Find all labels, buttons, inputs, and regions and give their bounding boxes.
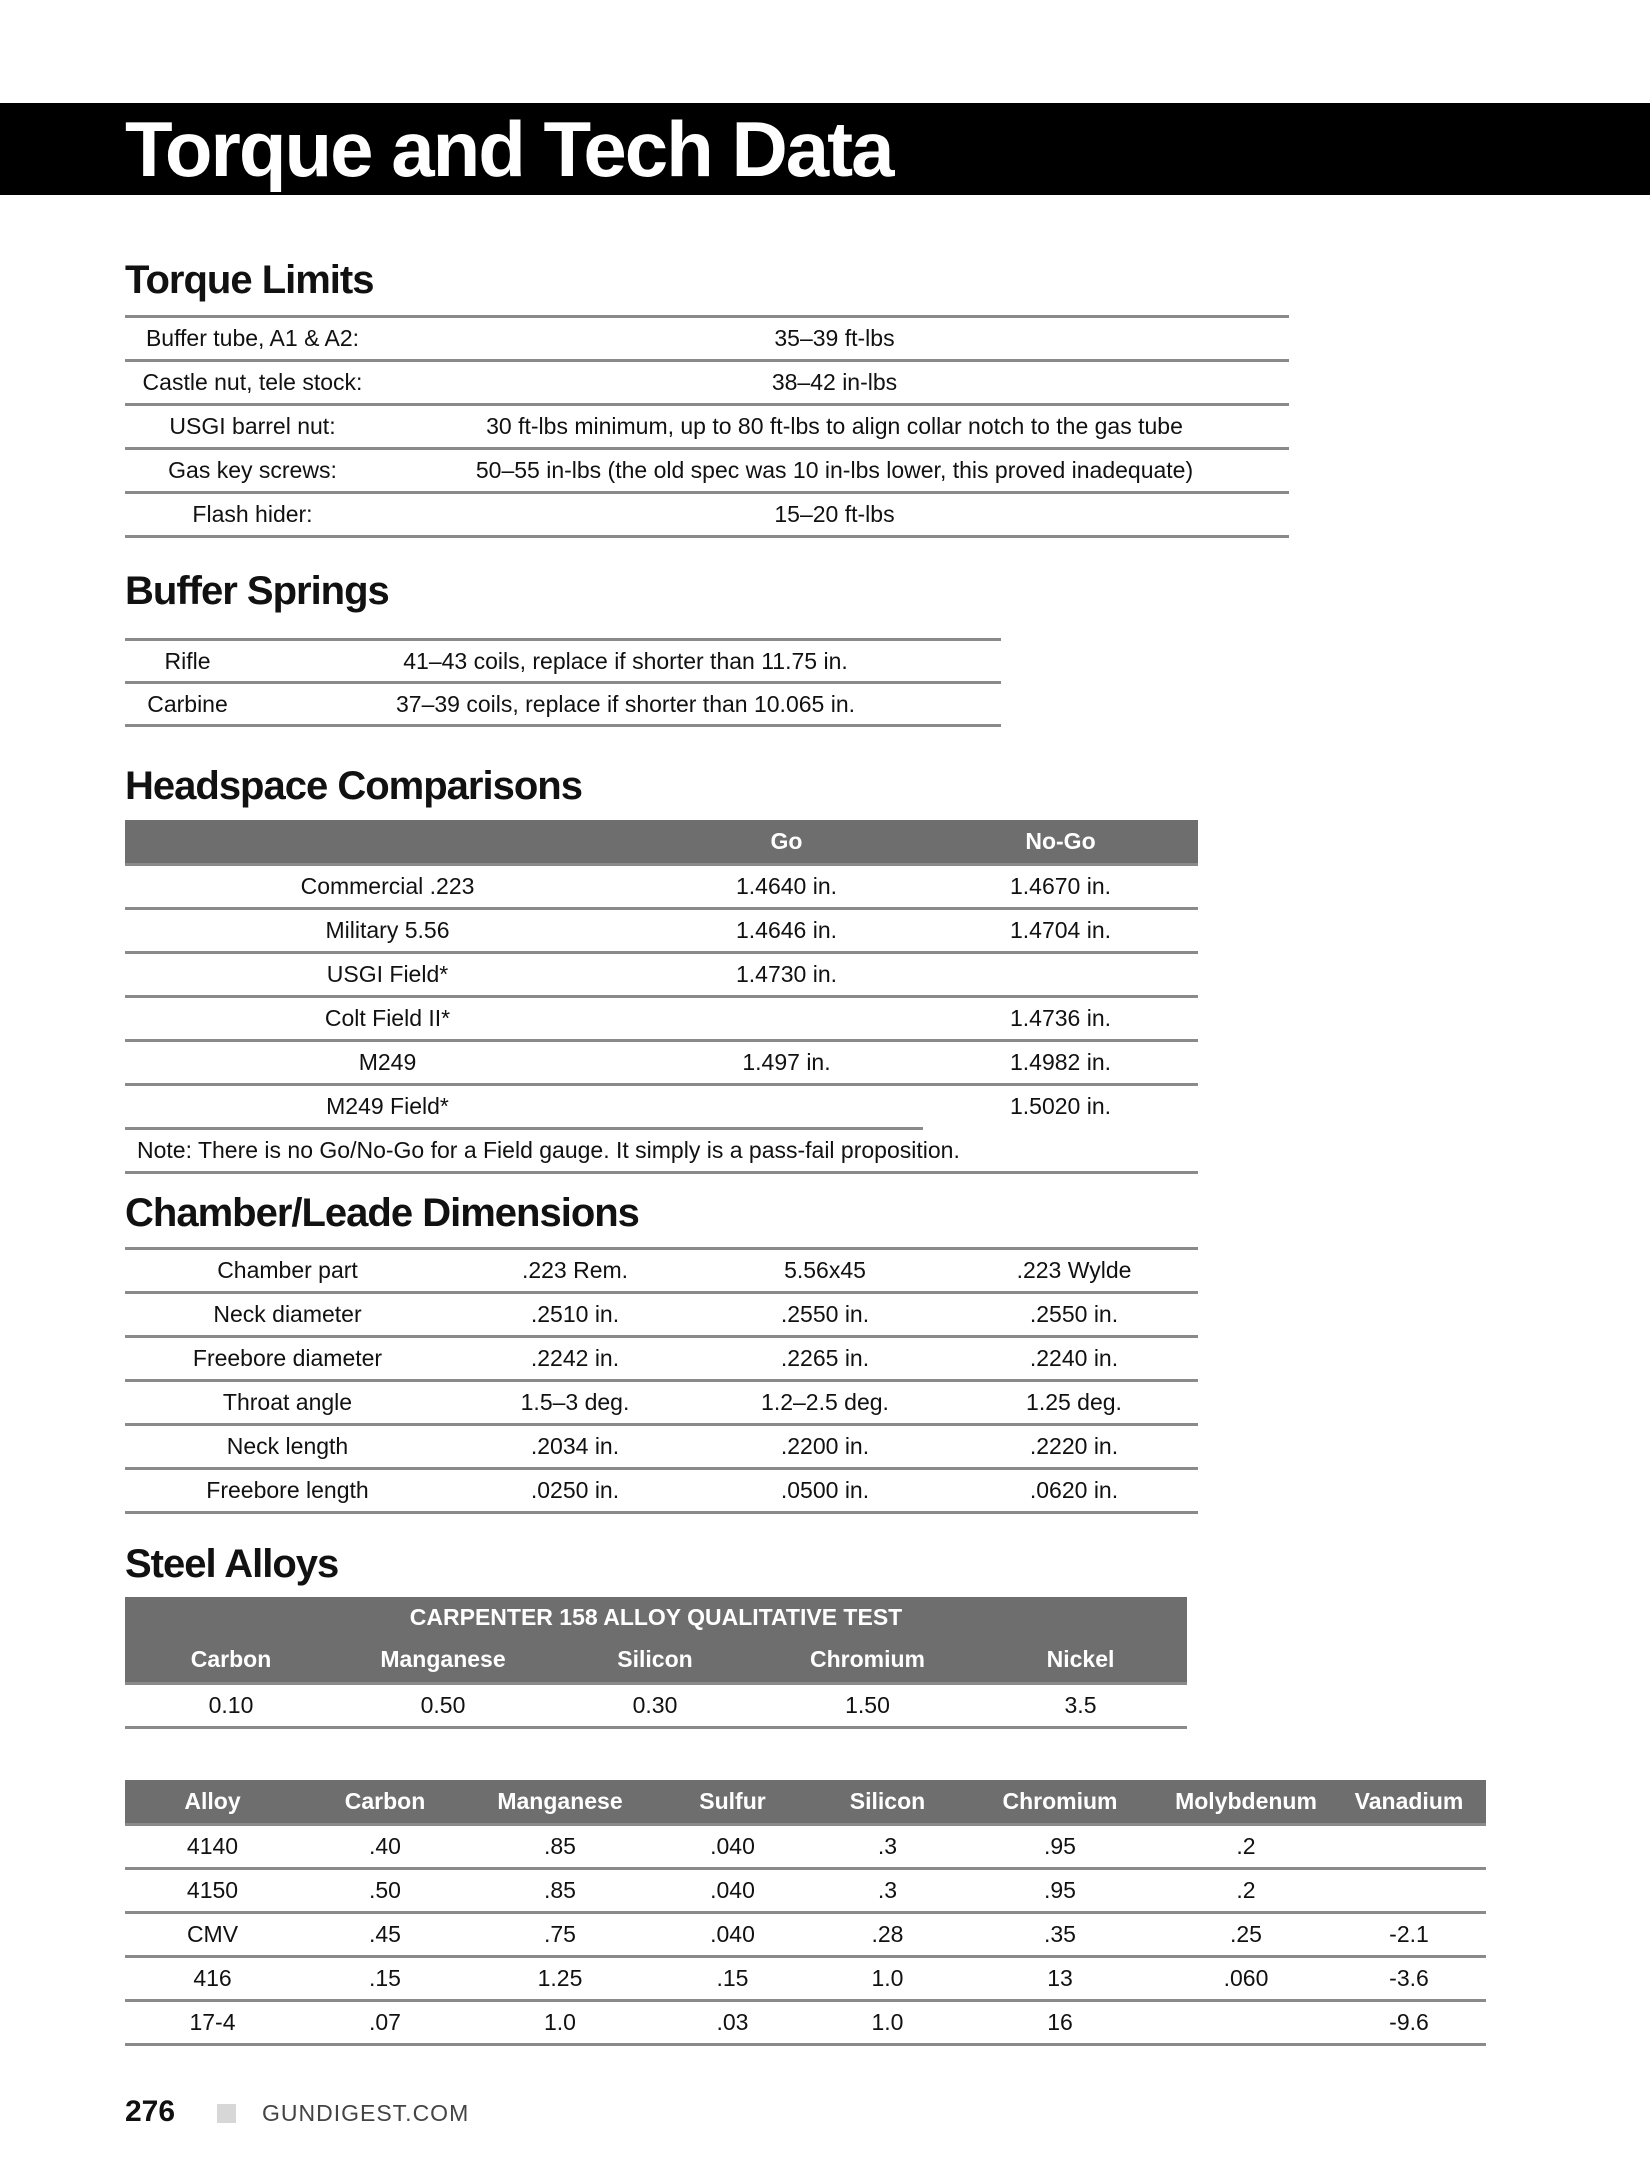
alloys-table (125, 1780, 1486, 2046)
column-header: Vanadium (1332, 1780, 1486, 1824)
alloy-value: -9.6 (1332, 2000, 1486, 2044)
table-row (125, 1868, 1486, 1912)
alloy-value: .28 (815, 1912, 960, 1956)
footer-divider-square (217, 2104, 236, 2123)
table-row (125, 1381, 1198, 1425)
page-title: Torque and Tech Data (125, 105, 893, 193)
dimension-value: .2240 in. (950, 1337, 1198, 1381)
alloy-value: .040 (650, 1824, 815, 1868)
column-header: Carbon (125, 1637, 337, 1683)
table-row (125, 1956, 1486, 2000)
spring-type: Carbine (125, 683, 250, 726)
alloy-value (1332, 1868, 1486, 1912)
column-header: Chromium (761, 1637, 974, 1683)
headspace-note: Note: There is no Go/No-Go for a Field gauge. It simply is a pass-fail proposition. (125, 1128, 1198, 1172)
alloy-value: .2 (1160, 1824, 1332, 1868)
alloy-value: .40 (300, 1824, 470, 1868)
torque-value: 15–20 ft-lbs (380, 493, 1289, 537)
headspace-table (125, 820, 1198, 1174)
column-header: No-Go (923, 820, 1198, 864)
table-row (125, 996, 1198, 1040)
dimension-value: .223 Rem. (450, 1249, 700, 1293)
column-header (125, 820, 650, 864)
alloy-value: 1.25 (470, 1956, 650, 2000)
go-value (650, 996, 923, 1040)
table-row (125, 952, 1198, 996)
buffer-springs-table (125, 638, 1001, 727)
table-row (125, 1425, 1198, 1469)
torque-value: 50–55 in-lbs (the old spec was 10 in-lbs lower, this proved inadequate) (380, 449, 1289, 493)
alloy-value: .35 (960, 1912, 1160, 1956)
alloy-value: .03 (650, 2000, 815, 2044)
dimension-value: .0500 in. (700, 1469, 950, 1513)
carpenter-value: 0.50 (337, 1683, 549, 1727)
table-header-row (125, 1637, 1187, 1683)
column-header: Chromium (960, 1780, 1160, 1824)
dimension-name: Neck diameter (125, 1293, 450, 1337)
table-row (125, 2000, 1486, 2044)
carpenter-value: 0.30 (549, 1683, 761, 1727)
alloy-name: CMV (125, 1912, 300, 1956)
alloy-value: .85 (470, 1824, 650, 1868)
torque-item: Flash hider: (125, 493, 380, 537)
table-row (125, 493, 1289, 537)
carpenter-value: 0.10 (125, 1683, 337, 1727)
no-go-value: 1.4982 in. (923, 1040, 1198, 1084)
torque-value: 30 ft-lbs minimum, up to 80 ft-lbs to align collar notch to the gas tube (380, 405, 1289, 449)
torque-value: 35–39 ft-lbs (380, 317, 1289, 361)
table-row (125, 1293, 1198, 1337)
site-name: GUNDIGEST.COM (262, 2100, 470, 2126)
column-header: Manganese (470, 1780, 650, 1824)
table-row (125, 683, 1001, 726)
spring-spec: 41–43 coils, replace if shorter than 11.75 in. (250, 640, 1001, 683)
alloy-value: .07 (300, 2000, 470, 2044)
dimension-value: .223 Wylde (950, 1249, 1198, 1293)
dimension-value: 1.5–3 deg. (450, 1381, 700, 1425)
no-go-value: 1.4736 in. (923, 996, 1198, 1040)
no-go-value (923, 952, 1198, 996)
table-title-row (125, 1597, 1187, 1637)
go-value: 1.497 in. (650, 1040, 923, 1084)
alloy-value: 1.0 (470, 2000, 650, 2044)
torque-item: Buffer tube, A1 & A2: (125, 317, 380, 361)
alloy-value: .75 (470, 1912, 650, 1956)
alloy-value: .2 (1160, 1868, 1332, 1912)
table-header-row (125, 820, 1198, 864)
carpenter-value: 3.5 (974, 1683, 1187, 1727)
go-value (650, 1084, 923, 1128)
alloy-value: 16 (960, 2000, 1160, 2044)
alloy-value: 1.0 (815, 2000, 960, 2044)
dimension-value: .2242 in. (450, 1337, 700, 1381)
chamber-heading: Chamber/Leade Dimensions (125, 1191, 639, 1235)
go-value: 1.4640 in. (650, 864, 923, 908)
table-row (125, 1469, 1198, 1513)
column-header: Manganese (337, 1637, 549, 1683)
column-header: Carbon (300, 1780, 470, 1824)
column-header: Sulfur (650, 1780, 815, 1824)
carpenter-value: 1.50 (761, 1683, 974, 1727)
alloy-name: 416 (125, 1956, 300, 2000)
alloy-name: 17-4 (125, 2000, 300, 2044)
torque-item: Gas key screws: (125, 449, 380, 493)
table-header-row (125, 1780, 1486, 1824)
torque-limits-heading: Torque Limits (125, 258, 374, 302)
dimension-name: Throat angle (125, 1381, 450, 1425)
carpenter-table (125, 1597, 1187, 1729)
go-value: 1.4646 in. (650, 908, 923, 952)
alloy-value: .95 (960, 1868, 1160, 1912)
table-row (125, 1040, 1198, 1084)
alloy-value: .15 (650, 1956, 815, 2000)
alloy-value: .3 (815, 1868, 960, 1912)
column-header: Silicon (549, 1637, 761, 1683)
gauge-name: USGI Field* (125, 952, 650, 996)
table-row (125, 640, 1001, 683)
no-go-value: 1.4704 in. (923, 908, 1198, 952)
alloy-value: .45 (300, 1912, 470, 1956)
alloy-name: 4140 (125, 1824, 300, 1868)
chamber-table (125, 1247, 1198, 1514)
torque-item: Castle nut, tele stock: (125, 361, 380, 405)
dimension-name: Chamber part (125, 1249, 450, 1293)
dimension-value: 5.56x45 (700, 1249, 950, 1293)
dimension-value: 1.25 deg. (950, 1381, 1198, 1425)
alloy-value: .85 (470, 1868, 650, 1912)
torque-limits-table (125, 315, 1289, 538)
headspace-heading: Headspace Comparisons (125, 764, 582, 808)
dimension-value: .2550 in. (950, 1293, 1198, 1337)
dimension-value: .2265 in. (700, 1337, 950, 1381)
table-row (125, 449, 1289, 493)
table-row (125, 1084, 1198, 1128)
gauge-name: Military 5.56 (125, 908, 650, 952)
column-header: Nickel (974, 1637, 1187, 1683)
gauge-name: M249 (125, 1040, 650, 1084)
dimension-name: Freebore diameter (125, 1337, 450, 1381)
table-row (125, 908, 1198, 952)
alloy-value: .040 (650, 1868, 815, 1912)
alloy-value: .25 (1160, 1912, 1332, 1956)
gauge-name: M249 Field* (125, 1084, 650, 1128)
go-value: 1.4730 in. (650, 952, 923, 996)
dimension-value: .2220 in. (950, 1425, 1198, 1469)
dimension-name: Freebore length (125, 1469, 450, 1513)
column-header: Molybdenum (1160, 1780, 1332, 1824)
alloy-value: .50 (300, 1868, 470, 1912)
carpenter-title: CARPENTER 158 ALLOY QUALITATIVE TEST (125, 1597, 1187, 1637)
spring-type: Rifle (125, 640, 250, 683)
dimension-value: .2200 in. (700, 1425, 950, 1469)
table-row (125, 1683, 1187, 1727)
note-row (125, 1128, 1198, 1172)
page-number: 276 (125, 2095, 176, 2128)
column-header: Silicon (815, 1780, 960, 1824)
dimension-value: .2034 in. (450, 1425, 700, 1469)
torque-item: USGI barrel nut: (125, 405, 380, 449)
dimension-value: .0620 in. (950, 1469, 1198, 1513)
gauge-name: Colt Field II* (125, 996, 650, 1040)
dimension-name: Neck length (125, 1425, 450, 1469)
alloy-value (1160, 2000, 1332, 2044)
table-row (125, 361, 1289, 405)
alloy-value: 1.0 (815, 1956, 960, 2000)
gauge-name: Commercial .223 (125, 864, 650, 908)
column-header: Alloy (125, 1780, 300, 1824)
alloy-value: .3 (815, 1824, 960, 1868)
dimension-value: .2550 in. (700, 1293, 950, 1337)
table-row (125, 1824, 1486, 1868)
table-row (125, 317, 1289, 361)
alloy-value: -3.6 (1332, 1956, 1486, 2000)
table-row (125, 405, 1289, 449)
column-header: Go (650, 820, 923, 864)
spring-spec: 37–39 coils, replace if shorter than 10.065 in. (250, 683, 1001, 726)
torque-value: 38–42 in-lbs (380, 361, 1289, 405)
alloy-value: .15 (300, 1956, 470, 2000)
dimension-value: .0250 in. (450, 1469, 700, 1513)
alloy-value: .040 (650, 1912, 815, 1956)
table-row (125, 1249, 1198, 1293)
no-go-value: 1.5020 in. (1009, 1093, 1112, 1120)
title-banner (0, 103, 1650, 195)
steel-alloys-heading: Steel Alloys (125, 1542, 339, 1586)
table-row (125, 864, 1198, 908)
alloy-name: 4150 (125, 1868, 300, 1912)
table-row (125, 1912, 1486, 1956)
alloy-value: .060 (1160, 1956, 1332, 2000)
alloy-value (1332, 1824, 1486, 1868)
alloy-value: 13 (960, 1956, 1160, 2000)
buffer-springs-heading: Buffer Springs (125, 569, 389, 613)
alloy-value: -2.1 (1332, 1912, 1486, 1956)
alloy-value: .95 (960, 1824, 1160, 1868)
table-row (125, 1337, 1198, 1381)
dimension-value: .2510 in. (450, 1293, 700, 1337)
no-go-value: 1.4670 in. (923, 864, 1198, 908)
dimension-value: 1.2–2.5 deg. (700, 1381, 950, 1425)
